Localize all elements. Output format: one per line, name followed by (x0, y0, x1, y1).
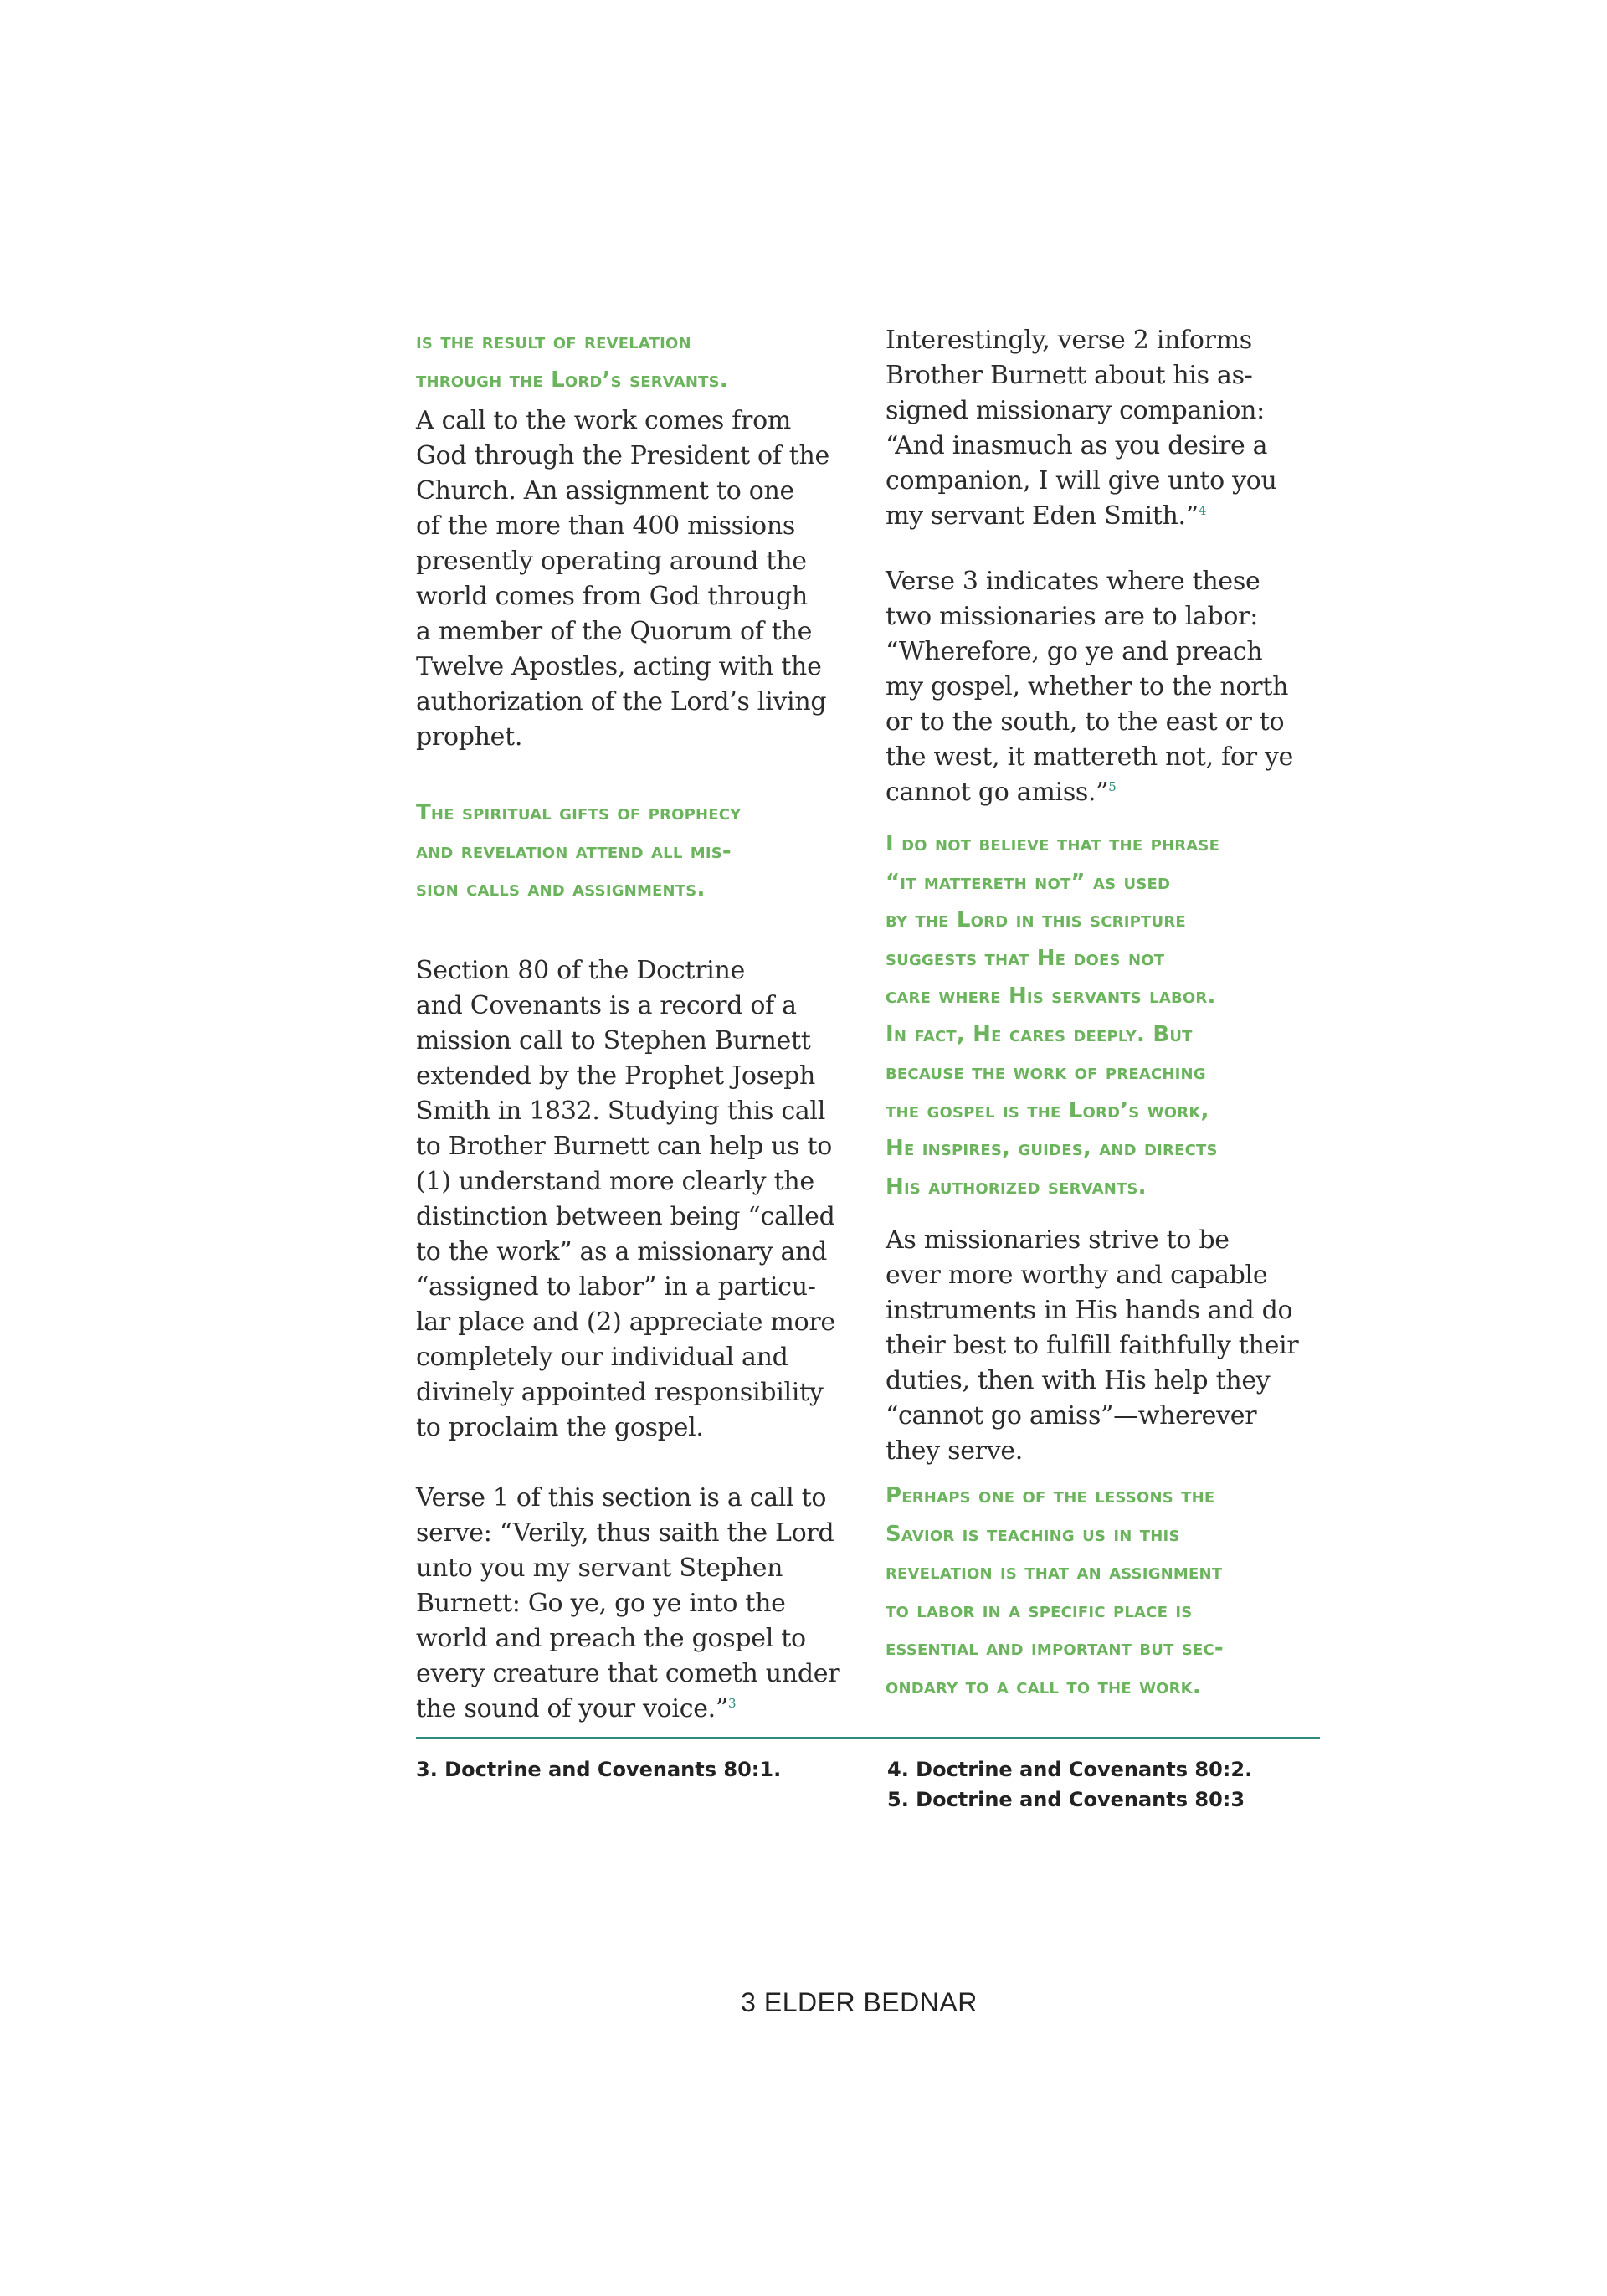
body-paragraph-text: Verse 1 of this section is a call to serve: “Verily, thus saith the Lord unto you my servant Stephen Burnett: Go ye, go ye into the world and preach the gospel to every creature that cometh under the sound of your voice.” (416, 1482, 840, 1723)
footnotes-left (416, 1754, 851, 1785)
pull-quote: is the result of revelation through the Lord’s servants. (416, 329, 728, 393)
footnote: 5. Doctrine and Covenants 80:3 (887, 1788, 1245, 1811)
body-paragraph (416, 1481, 851, 1727)
footnote-divider (416, 1737, 1320, 1739)
body-paragraph (886, 323, 1325, 534)
body-paragraph-text: Interestingly, verse 2 informs Brother Burnett about his as- signed missionary companion: “And inasmuch as you desire a companion, I will give unto you my servant Eden Smith.” (886, 326, 1277, 531)
body-paragraph: Section 80 of the Doctrine and Covenants is a record of a mission call to Stephen Burnett extended by the Prophet Joseph Smith in 1832. Studying this call to Brother Burnett can help us to (1) understand more clearly the distinction between being “called to the work” as a missionary and “assigned to labor” in a particu- lar place and (2) appreciate more completely our individual and divinely appointed responsibility to proclaim the gospel. (416, 955, 835, 1442)
page-footer: 3 ELDER BEDNAR (741, 1987, 978, 2017)
right-column (886, 323, 1325, 1706)
footnote: 4. Doctrine and Covenants 80:2. (887, 1758, 1253, 1781)
pull-quote: The spiritual gifts of prophecy and revelation attend all mis- sion calls and assignments. (416, 800, 742, 901)
pull-quote: I do not believe that the phrase “it mattereth not” as used by the Lord in this scripture suggests that He does not care where His servants labor. In fact, He cares deeply. But because the work of preaching the gospel is the Lord’s work, He inspires, guides, and directs His authorized servants. (886, 831, 1220, 1199)
footnote-marker: 3 (727, 1695, 737, 1711)
body-paragraph-text: Verse 3 indicates where these two missionaries are to labor: “Wherefore, go ye and preach my gospel, whether to the north or to the south, to the east or to the west, it mattereth not, for ye cannot go amiss.” (886, 567, 1294, 807)
body-paragraph: As missionaries strive to be ever more worthy and capable instruments in His hands and do their best to fulfill faithfully their duties, then with His help they “cannot go amiss”—wherever they serve. (886, 1225, 1299, 1466)
footnote-marker: 4 (1198, 503, 1207, 518)
footnote: 3. Doctrine and Covenants 80:1. (416, 1758, 782, 1781)
footnotes-right (887, 1754, 1322, 1815)
pull-quote: Perhaps one of the lessons the Savior is teaching us in this revelation is that an assignment to labor in a specific place is essential and important but sec- ondary to a call to the work. (886, 1483, 1224, 1699)
footnote-marker: 5 (1108, 779, 1117, 794)
left-column (416, 323, 851, 1727)
body-paragraph (886, 564, 1325, 810)
body-paragraph: A call to the work comes from God through the President of the Church. An assignment to one of the more than 400 missions presently operating around the world comes from God through a member of the Quorum of the Twelve Apostles, acting with the authorization of the Lord’s living prophet. (416, 406, 829, 752)
